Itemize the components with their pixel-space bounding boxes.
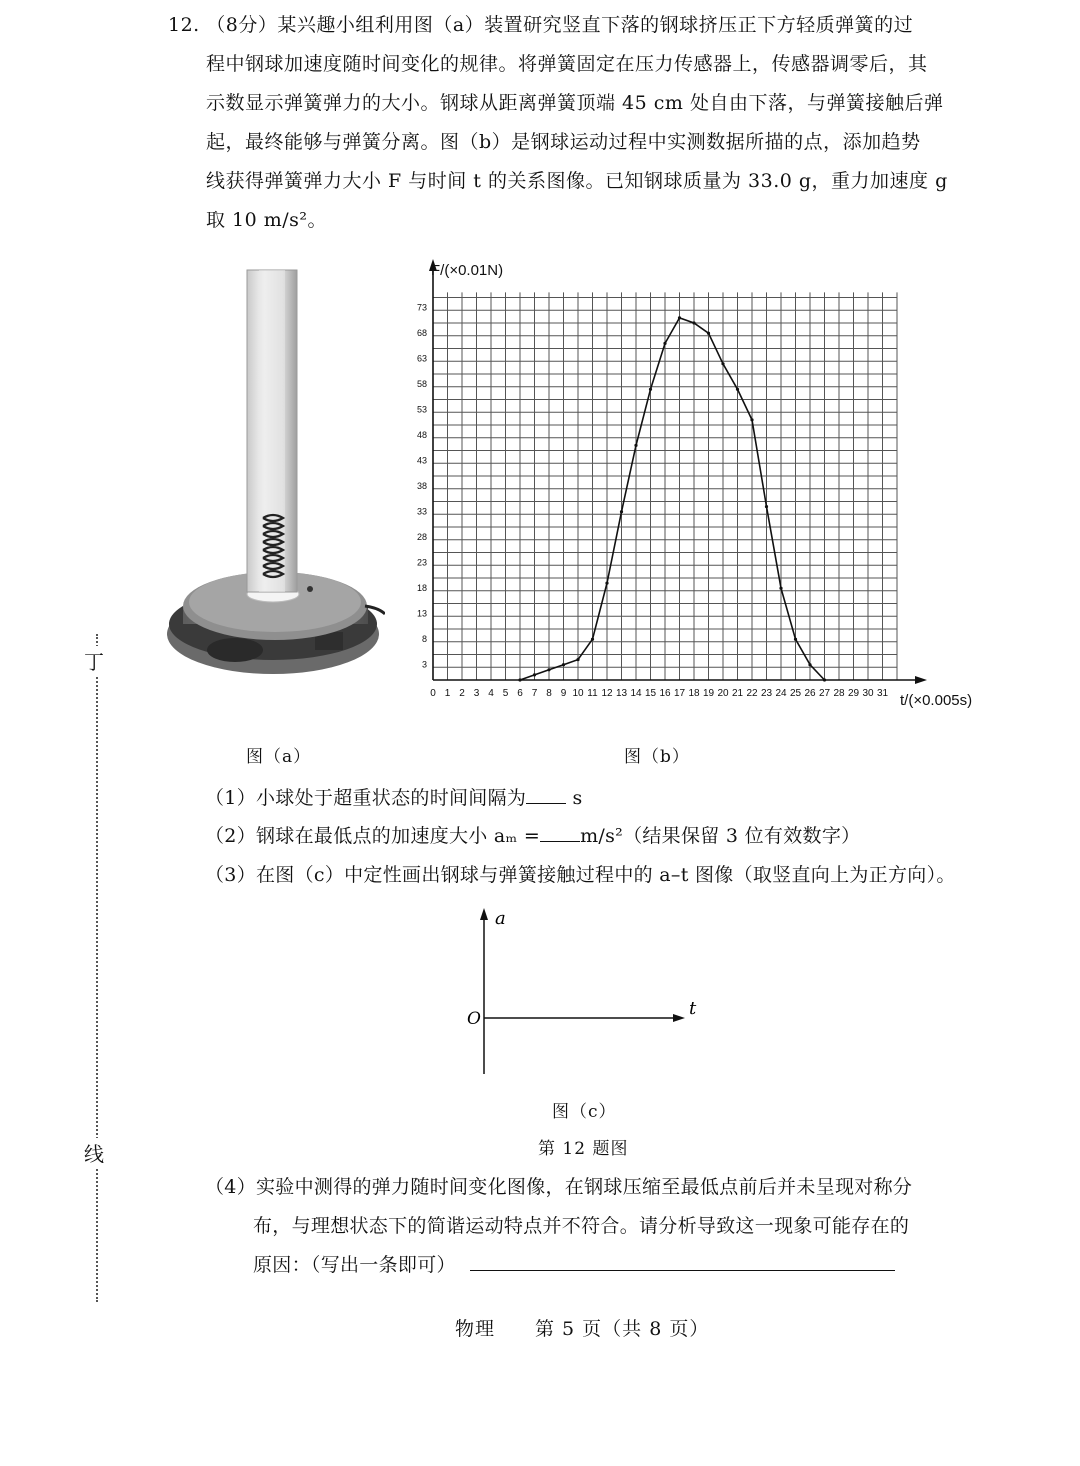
y-tick-label: 33 (416, 506, 427, 517)
figure-b-caption: 图（b） (624, 747, 690, 767)
data-point (808, 663, 811, 666)
data-point (678, 316, 681, 319)
data-point (533, 673, 536, 676)
data-point (547, 668, 550, 671)
a-axis-arrow (480, 908, 488, 920)
data-point (634, 444, 637, 447)
y-tick-label: 58 (416, 379, 427, 390)
x-tick-label: 6 (517, 688, 523, 699)
x-axis-arrow (915, 676, 927, 684)
subquestion-4-last-line (205, 1246, 1005, 1285)
x-tick-label: 2 (459, 688, 465, 699)
x-tick-label: 12 (601, 688, 613, 699)
figure-a-caption: 图（a） (246, 747, 312, 767)
a-t-axes-figure[interactable] (455, 902, 715, 1082)
question-line: 线获得弹簧弹力大小 F 与时间 t 的关系图像。已知钢球质量为 33.0 g，重力加速度 g (206, 170, 948, 192)
figure-group-caption: 第 12 题图 (538, 1139, 629, 1159)
x-tick-label: 18 (688, 688, 700, 699)
x-tick-label: 3 (473, 688, 480, 699)
answer-blank-2[interactable] (540, 823, 580, 842)
y-tick-label: 38 (416, 481, 427, 492)
data-point (518, 678, 521, 681)
y-tick-label: 53 (416, 404, 427, 415)
x-tick-label: 28 (833, 688, 845, 699)
y-tick-label: 8 (421, 634, 427, 645)
x-tick-label: 10 (572, 688, 584, 699)
x-tick-label: 29 (847, 688, 860, 699)
data-point (663, 342, 666, 345)
subquestion-2-text: （2）钢球在最低点的加速度大小 aₘ = (205, 825, 541, 847)
subquestion-1 (205, 783, 583, 810)
question-line: 12. （8分）某兴趣小组利用图（a）装置研究竖直下落的钢球挤压正下方轻质弹簧的过 (168, 14, 914, 36)
answer-blank-4[interactable] (470, 1252, 895, 1271)
subquestion-1-unit: s (572, 787, 583, 809)
data-point (721, 362, 724, 365)
data-point (736, 388, 739, 391)
data-point (692, 321, 695, 324)
page-footer: 物理 第 5 页（共 8 页） (455, 1318, 710, 1340)
chart-series (518, 316, 826, 681)
x-tick-label: 8 (546, 688, 552, 699)
t-axis-arrow (673, 1014, 685, 1022)
subquestion-2 (205, 821, 860, 848)
x-tick-label: 19 (702, 688, 715, 699)
data-point (591, 638, 594, 641)
x-tick-label: 22 (746, 688, 758, 699)
data-point (649, 388, 652, 391)
subquestion-4-line: （4）实验中测得的弹力随时间变化图像，在钢球压缩至最低点前后并未呈现对称分 (205, 1176, 913, 1198)
y-tick-label: 23 (416, 557, 427, 568)
t-axis-label: t (689, 998, 697, 1019)
data-point (707, 332, 710, 335)
x-tick-label: 11 (587, 688, 598, 699)
x-tick-label: 20 (717, 688, 729, 699)
subquestion-1-text: （1）小球处于超重状态的时间间隔为 (205, 787, 527, 809)
x-tick-label: 16 (659, 688, 671, 699)
force-trend-line (520, 318, 825, 680)
x-tick-label: 21 (731, 688, 744, 699)
data-point (794, 638, 797, 641)
data-point (562, 663, 565, 666)
y-tick-label: 13 (416, 608, 427, 619)
y-tick-label: 3 (421, 659, 427, 670)
x-tick-label: 30 (862, 688, 874, 699)
x-tick-label: 23 (760, 688, 773, 699)
y-tick-label: 63 (416, 353, 427, 364)
subquestion-4-line: 布，与理想状态下的简谐运动特点并不符合。请分析导致这一现象可能存在的 (253, 1215, 910, 1237)
question-line: 取 10 m/s²。 (206, 209, 328, 231)
data-point (765, 505, 768, 508)
x-tick-label: 7 (531, 688, 538, 699)
chart-grid (433, 292, 897, 680)
y-tick-label: 18 (416, 583, 427, 594)
x-tick-label: 9 (560, 688, 567, 699)
data-point (750, 418, 753, 421)
x-tick-label: 31 (876, 688, 889, 699)
x-tick-label: 4 (488, 688, 494, 699)
subquestion-4-line: 原因：（写出一条即可） (253, 1254, 456, 1276)
question-line: 示数显示弹簧弹力的大小。钢球从距离弹簧顶端 45 cm 处自由下落，与弹簧接触后弹 (206, 92, 944, 114)
y-tick-label: 28 (416, 532, 427, 543)
x-tick-label: 5 (502, 688, 509, 699)
a-axis-label: a (495, 908, 506, 929)
force-time-chart (405, 255, 1005, 725)
answer-blank-1[interactable] (526, 785, 566, 804)
y-axis-label: F/(×0.01N) (431, 262, 504, 279)
y-tick-label: 48 (416, 430, 427, 441)
data-point (823, 678, 826, 681)
x-tick-label: 0 (430, 688, 436, 699)
data-point (779, 587, 782, 590)
x-axis-label: t/(×0.005s) (900, 692, 973, 709)
x-tick-label: 13 (615, 688, 628, 699)
y-tick-label: 43 (416, 455, 427, 466)
origin-label: O (467, 1009, 481, 1029)
binding-margin-line (96, 634, 98, 1302)
subquestion-4 (205, 1168, 1005, 1285)
x-tick-label: 26 (804, 688, 816, 699)
apparatus-figure (165, 262, 385, 692)
x-tick-label: 14 (630, 688, 642, 699)
data-point (576, 658, 579, 661)
question-text (168, 6, 1008, 240)
question-line: 起，最终能够与弹簧分离。图（b）是钢球运动过程中实测数据所描的点，添加趋势 (206, 131, 921, 153)
margin-char-top: 丁 (84, 646, 104, 675)
figure-c-caption: 图（c） (552, 1102, 617, 1122)
y-tick-label: 68 (416, 328, 427, 339)
question-line: 程中钢球加速度随时间变化的规律。将弹簧固定在压力传感器上，传感器调零后，其 (206, 53, 928, 75)
margin-char-bottom: 线 (84, 1138, 104, 1167)
x-tick-label: 1 (444, 688, 451, 699)
data-point (620, 510, 623, 513)
subquestion-2-unit: m/s²（结果保留 3 位有效数字） (580, 825, 861, 847)
y-tick-label: 73 (416, 302, 427, 313)
data-point (605, 582, 608, 585)
x-tick-label: 24 (775, 688, 787, 699)
subquestion-3: （3）在图（c）中定性画出钢球与弹簧接触过程中的 a–t 图像（取竖直向上为正方向）。 (205, 864, 956, 886)
chart-tick-labels (417, 303, 889, 699)
x-tick-label: 15 (644, 688, 657, 699)
x-tick-label: 27 (818, 688, 831, 699)
x-tick-label: 17 (673, 688, 686, 699)
x-tick-label: 25 (789, 688, 802, 699)
